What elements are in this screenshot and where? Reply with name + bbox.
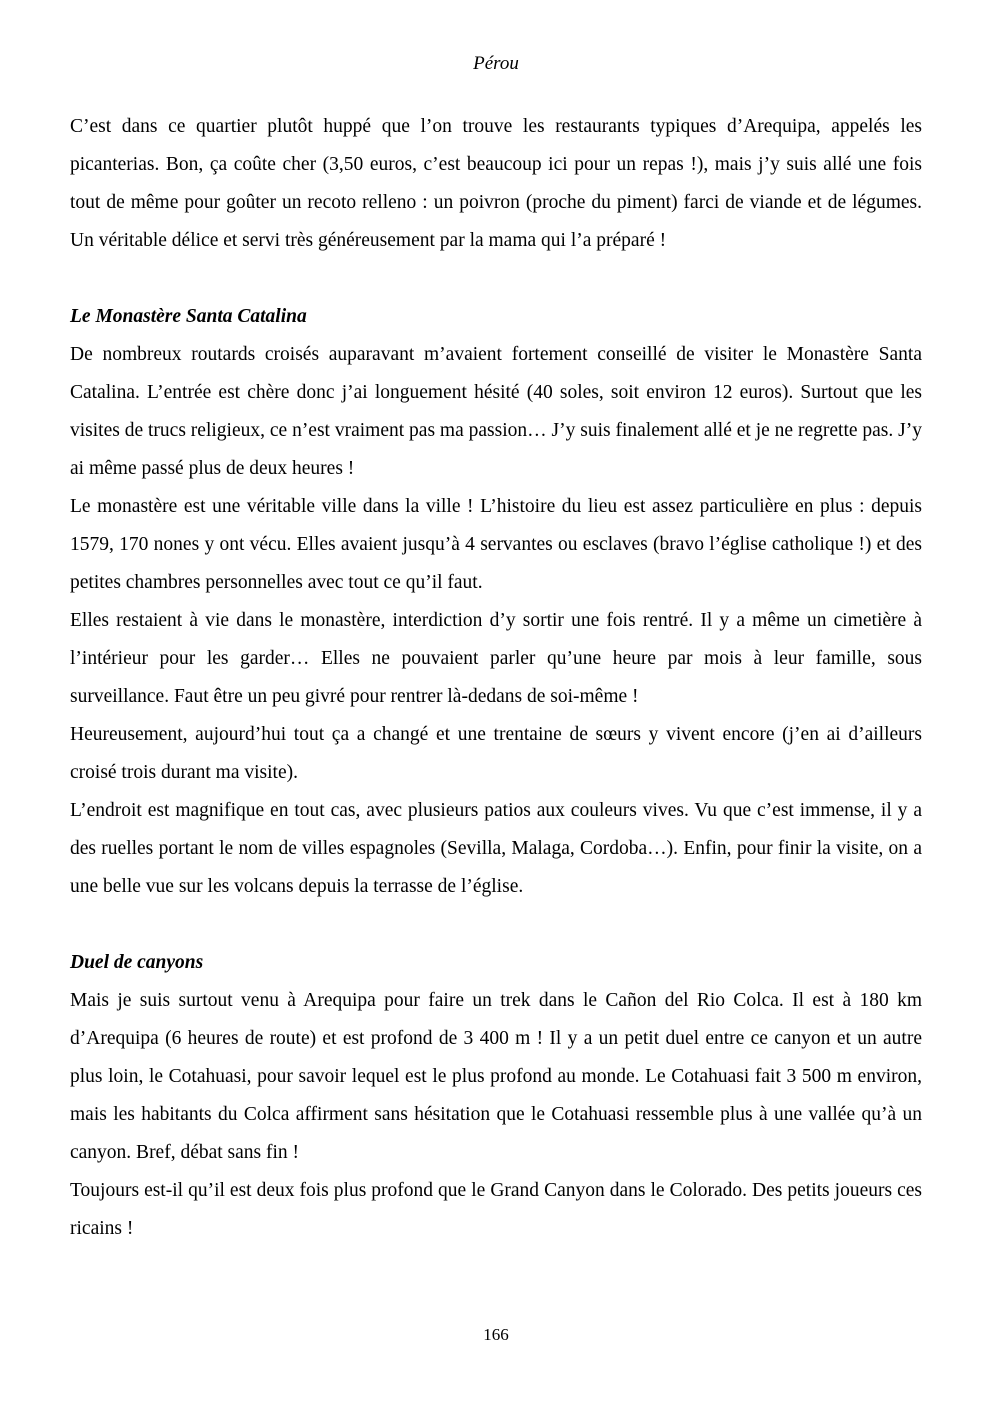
- section-heading-monastere-santa-catalina: Le Monastère Santa Catalina: [70, 306, 307, 327]
- paragraph-monastere-vie: Elles restaient à vie dans le monastère, interdiction d’y sortir une fois rentré. Il y a même un cimetière à l’intérieur pour les garder… Elles ne pouvaient parler qu’une heure par mois à leur famille, sous surveillance. Faut être un peu givré pour rentrer là-dedans de soi-même !: [70, 610, 922, 707]
- section-heading-duel-de-canyons: Duel de canyons: [70, 952, 204, 973]
- paragraph-canyon-colca: Mais je suis surtout venu à Arequipa pour faire un trek dans le Cañon del Rio Colca. Il est à 180 km d’Arequipa (6 heures de route) et est profond de 3 400 m ! Il y a un petit duel entre ce canyon et un autre plus loin, le Cotahuasi, pour savoir lequel est le plus profond au monde. Le Cotahuasi fait 3 500 m environ, mais les habitants du Colca affirment sans hésitation que le Cotahuasi ressemble plus à une vallée qu’à un canyon. Bref, débat sans fin !: [70, 990, 922, 1163]
- paragraph-grand-canyon: Toujours est-il qu’il est deux fois plus profond que le Grand Canyon dans le Colorado. Des petits joueurs ces ricains !: [70, 1180, 922, 1239]
- running-header: Pérou: [473, 53, 519, 74]
- paragraph-monastere-endroit: L’endroit est magnifique en tout cas, avec plusieurs patios aux couleurs vives. Vu que c’est immense, il y a des ruelles portant le nom de villes espagnoles (Sevilla, Malaga, Cordoba…). Enfin, pour finir la visite, on a une belle vue sur les volcans depuis la terrasse de l’église.: [70, 800, 922, 897]
- page-number: 166: [483, 1325, 509, 1344]
- paragraph-monastere-aujourdhui: Heureusement, aujourd’hui tout ça a changé et une trentaine de sœurs y vivent encore (j’en ai d’ailleurs croisé trois durant ma visite).: [70, 724, 922, 783]
- paragraph-monastere-histoire: Le monastère est une véritable ville dans la ville ! L’histoire du lieu est assez particulière en plus : depuis 1579, 170 nones y ont vécu. Elles avaient jusqu’à 4 servantes ou esclaves (bravo l’église catholique !) et des petites chambres personnelles avec tout ce qu’il faut.: [70, 496, 922, 593]
- paragraph-picanterias: C’est dans ce quartier plutôt huppé que l’on trouve les restaurants typiques d’Arequipa, appelés les picanterias. Bon, ça coûte cher (3,50 euros, c’est beaucoup ici pour un repas !), mais j’y suis allé une fois tout de même pour goûter un recoto relleno : un poivron (proche du piment) farci de viande et de légumes. Un véritable délice et servi très généreusement par la mama qui l’a préparé !: [70, 116, 922, 251]
- paragraph-monastere-intro: De nombreux routards croisés auparavant m’avaient fortement conseillé de visiter le Monastère Santa Catalina. L’entrée est chère donc j’ai longuement hésité (40 soles, soit environ 12 euros). Surtout que les visites de trucs religieux, ce n’est vraiment pas ma passion… J’y suis finalement allé et je ne regrette pas. J’y ai même passé plus de deux heures !: [70, 344, 922, 479]
